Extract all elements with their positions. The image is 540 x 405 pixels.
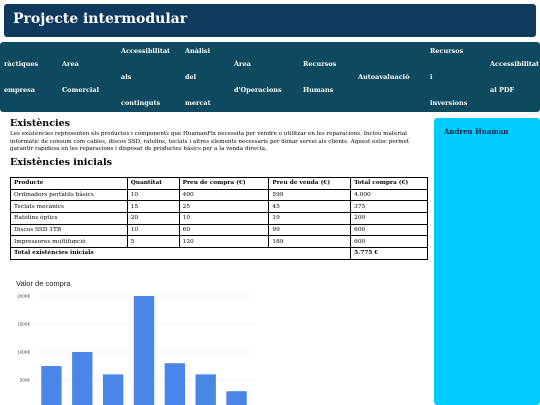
table-header-row: [11, 178, 428, 190]
nav-item-area-operacions[interactable]: Àrea d'Operacions: [234, 59, 282, 94]
cell: Impressores multifunció: [11, 236, 128, 248]
chart-ytick-label: 1500€: [17, 321, 30, 327]
cell: 189: [269, 236, 351, 248]
cell: 45: [269, 201, 351, 213]
cell: Teclats mecànics: [11, 201, 128, 213]
author-name: Andreu Huaman: [444, 127, 509, 136]
cell: 15: [127, 201, 179, 213]
cell: 19: [269, 213, 351, 225]
nav-item-analisi-mercat[interactable]: Anàlisi del mercat: [185, 46, 211, 107]
purchase-value-chart: [0, 288, 260, 405]
total-value: 5.775 €: [351, 248, 428, 260]
chart-bar: [103, 374, 123, 405]
chart-bar: [226, 391, 246, 405]
nav-item-accessibilitat-continguts[interactable]: Accessibilitat als continguts: [121, 46, 171, 107]
chart-bar: [41, 366, 61, 405]
cell: 99: [269, 224, 351, 236]
header-total-compra: Total compra (€): [351, 178, 428, 190]
inventory-table: [10, 177, 428, 260]
chart-bar: [72, 352, 92, 405]
cell: 599: [269, 189, 351, 201]
page-title: Projecte intermodular: [13, 11, 188, 27]
table-title: Existències inicials: [10, 156, 112, 168]
cell: 25: [179, 201, 269, 213]
nav-item-recursos-inversions[interactable]: Recursos i inversions: [430, 46, 468, 107]
table-row: [11, 213, 428, 225]
cell: 20: [127, 213, 179, 225]
table-row: [11, 236, 428, 248]
cell: 200: [351, 213, 428, 225]
cell: 600: [351, 224, 428, 236]
main-content: [10, 118, 428, 168]
table-row: [11, 189, 428, 201]
chart-ytick-label: 1000€: [17, 349, 30, 355]
cell: 10: [179, 213, 269, 225]
cell: 600: [351, 236, 428, 248]
cell: 4.000: [351, 189, 428, 201]
cell: 10: [127, 189, 179, 201]
cell: 400: [179, 189, 269, 201]
cell: Ordinadors portàtils bàsics: [11, 189, 128, 201]
total-label: Total existències inicials: [11, 248, 351, 260]
nav-item-practiques-empresa[interactable]: ràctiques empresa: [4, 59, 39, 94]
cell: 120: [179, 236, 269, 248]
cell: 60: [179, 224, 269, 236]
cell: Ratolins òptics: [11, 213, 128, 225]
nav-item-recursos-humans[interactable]: Recursos Humans: [303, 59, 337, 94]
chart-bar: [165, 363, 185, 405]
cell: Discos SSD 1TB: [11, 224, 128, 236]
page-header: [4, 4, 536, 37]
chart-bar: [196, 374, 216, 405]
cell: 5: [127, 236, 179, 248]
main-nav: [0, 42, 540, 112]
header-preu-venda: Preu de venda (€): [269, 178, 351, 190]
nav-item-autoavaluacio[interactable]: Autoavaluació: [358, 72, 410, 81]
header-preu-compra: Preu de compra (€): [179, 178, 269, 190]
chart-ytick-label: 500€: [19, 377, 30, 383]
header-producte: Producte: [11, 178, 128, 190]
nav-item-area-comercial[interactable]: Area Comercial: [62, 59, 100, 94]
chart-bar: [134, 296, 154, 405]
table-total-row: [11, 248, 428, 260]
cell: 10: [127, 224, 179, 236]
nav-item-accessibilitat-pdf[interactable]: Accessibilitat al PDF: [490, 59, 540, 94]
section-title: Existències: [10, 118, 70, 129]
chart-ytick-label: 2000€: [17, 293, 30, 299]
table-row: [11, 224, 428, 236]
sidebar: [434, 118, 540, 405]
header-quantitat: Quantitat: [127, 178, 179, 190]
chart-title: Valor de compra: [16, 279, 71, 288]
table-row: [11, 201, 428, 213]
cell: 375: [351, 201, 428, 213]
intro-paragraph: Les existències representen els productes i components que HuamanFix necessita per vendre o utilitzar en les reparacions. Inclou material informàtic de consum com cables, discos SSD, ratolins, teclats i altres elements necessaris per donar servei als clients. Aquest estoc permet garantir rapidesa en les reparacions i disposar de productes bàsics per a la venda directa.: [10, 131, 410, 152]
